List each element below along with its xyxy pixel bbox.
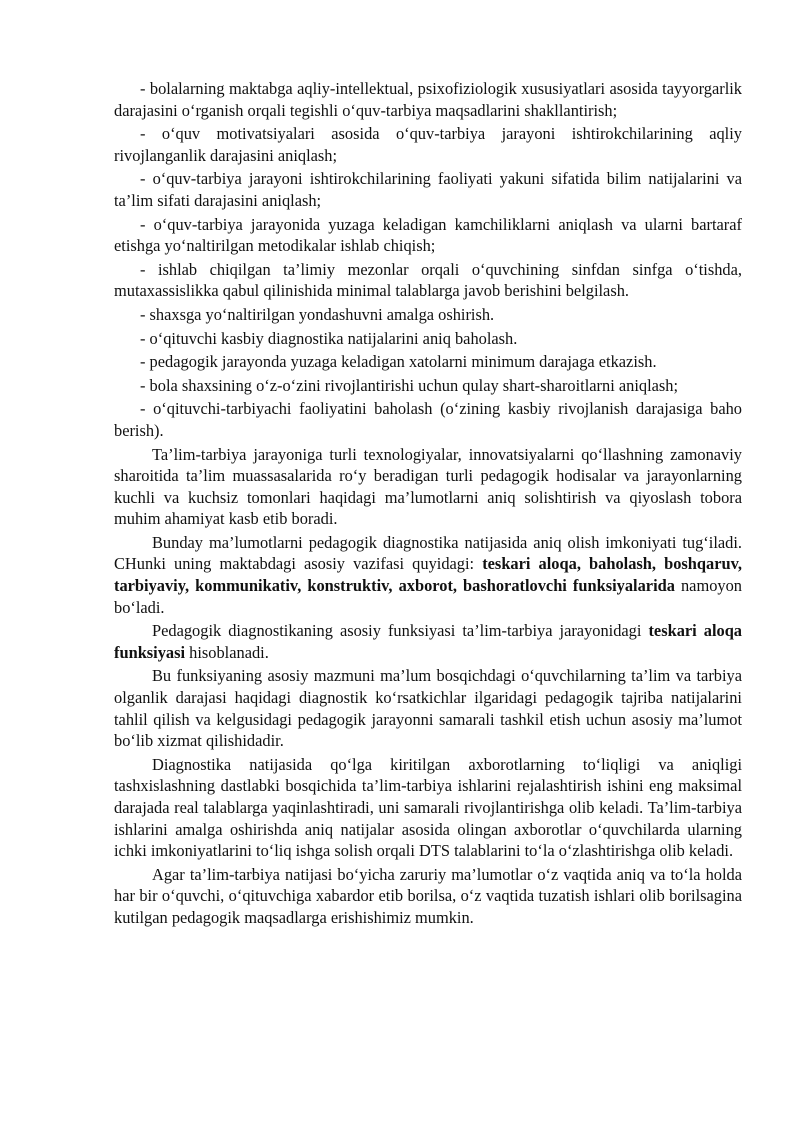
bullet-item: - o‘quv-tarbiya jarayonida yuzaga keladigan kamchiliklarni aniqlash va ularni bartaraf etishga yo‘naltirilgan metodikalar ishlab chiqish;: [114, 214, 742, 256]
paragraph: [114, 620, 742, 663]
bullet-item: - o‘qituvchi-tarbiyachi faoliyatini baholash (o‘zining kasbiy rivojlanish darajasiga baho berish).: [114, 399, 742, 440]
bullet-item: - bola shaxsining o‘z-o‘zini rivojlantirishi uchun qulay shart-sharoitlarni aniqlash;: [140, 375, 679, 395]
paragraph-text: namoyon bo‘ladi.: [114, 576, 742, 617]
bullet-item: - o‘quv motivatsiyalari asosida o‘quv-tarbiya jarayoni ishtirokchilarining aqliy rivojlanganlik darajasini aniqlash;: [114, 124, 742, 165]
paragraph: [114, 532, 742, 618]
bullet-item: - o‘quv-tarbiya jarayoni ishtirokchilarining faoliyati yakuni sifatida bilim natijalarini va ta’lim sifati darajasini aniqlash;: [114, 169, 742, 210]
bullet-item: - o‘qituvchi kasbiy diagnostika natijalarini aniq baholash.: [140, 328, 518, 348]
paragraph: Agar ta’lim-tarbiya natijasi bo‘yicha zaruriy ma’lumotlar o‘z vaqtida aniq va to‘la holda har bir o‘quvchi, o‘qituvchiga xabardor etib borilsa, o‘z vaqtida tuzatish ishlari olib borilsagina kutilgan pedagogik maqsadlarga erishishimiz mumkin.: [114, 864, 742, 927]
paragraph-text: Bunday ma’lumotlarni pedagogik diagnostika natijasida aniq olish imkoniyati tug‘iladi. CHunki uning maktabdagi asosiy vazifasi quyidagi:: [114, 532, 742, 574]
paragraph: Bu funksiyaning asosiy mazmuni ma’lum bosqichdagi o‘quvchilarning ta’lim va tarbiya olganlik darajasi haqidagi diagnostik ko‘rsatkichlar ilgaridagi pedagogik tajriba natijalarini tahlil qilish va kelgusidagi pedagogik jarayonni samarali tashkil etish uchun asosiy ma’lumot bo‘lib xizmat qilishidadir.: [114, 666, 742, 751]
bold-text: teskari aloqa, baholash, boshqaruv, tarbiyaviy, kommunikativ, konstruktiv, axborot, bashoratlovchi funksiyalarida: [114, 554, 742, 596]
paragraph: Diagnostika natijasida qo‘lga kiritilgan axborotlarning to‘liqligi va aniqligi tashxislashning dastlabki bosqichida ta’lim-tarbiya ishlarini rejalashtirish ishini eng maksimal darajada real talablarga yaqinlashtiradi, uni samarali rivojlantirishga olib keladi. Ta’lim-tarbiya ishlarini amalga oshirishda aniq natijalar asosida olingan axborotlar o‘quvchilarda ularning ichki imkoniyatlarini to‘liq ishga solish orqali DTS talablarini to‘la o‘zlashtirishga olib keladi.: [114, 754, 742, 861]
bullet-item: - shaxsga yo‘naltirilgan yondashuvni amalga oshirish.: [140, 304, 495, 324]
bullet-item: - ishlab chiqilgan ta’limiy mezonlar orqali o‘quvchining sinfdan sinfga o‘tishda, mutaxassislikka qabul qilinishida minimal talablarga javob berishini belgilash.: [114, 259, 742, 301]
bold-text: teskari aloqa funksiyasi: [114, 621, 743, 662]
paragraph-text: Pedagogik diagnostikaning asosiy funksiyasi ta’lim-tarbiya jarayonidagi: [152, 621, 649, 641]
bullet-item: - bolalarning maktabga aqliy-intellektual, psixofiziologik xususiyatlari asosida tayyorgarlik darajasini o‘rganish orqali tegishli o‘quv-tarbiya maqsadlarini shakllantirish;: [114, 79, 742, 120]
bullet-item: - pedagogik jarayonda yuzaga keladigan xatolarni minimum darajaga etkazish.: [140, 352, 657, 372]
paragraph: Ta’lim-tarbiya jarayoniga turli texnologiyalar, innovatsiyalarni qo‘llashning zamonaviy sharoitida ta’lim muassasalarida ro‘y beradigan turli pedagogik hodisalar va jarayonlarning kuchli va kuchsiz tomonlari haqidagi ma’lumotlarni aniq solishtirish va qiyoslash tobora muhim ahamiyat kasb etib boradi.: [114, 444, 742, 529]
paragraph-text: hisoblanadi.: [185, 642, 269, 662]
